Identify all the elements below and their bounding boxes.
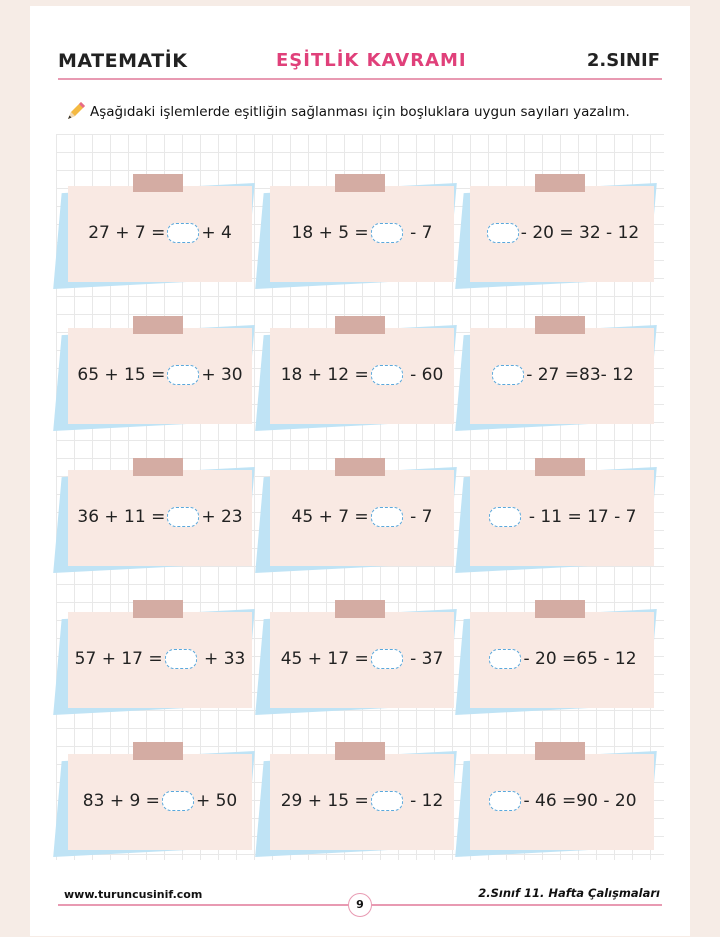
equation-right: - 46 =90 - 20 [523,791,637,811]
worksheet-title: EŞİTLİK KAVRAMI [276,50,467,71]
tape-decoration [535,600,585,618]
answer-blank[interactable] [489,649,521,669]
equation [68,362,252,388]
equation-left: 29 + 15 = [280,791,369,811]
tape-decoration [133,600,183,618]
tape-decoration [335,600,385,618]
equation [470,788,654,814]
exercise-card [64,604,260,734]
equation-right: + 33 [198,649,246,669]
answer-blank[interactable] [489,507,521,527]
equation-right: + 30 [201,365,243,385]
answer-blank[interactable] [371,223,403,243]
tape-decoration [335,174,385,192]
tape-decoration [335,458,385,476]
tape-decoration [535,458,585,476]
equation [270,504,454,530]
tape-decoration [335,742,385,760]
equation-left: 65 + 15 = [77,365,166,385]
tape-decoration [133,174,183,192]
equation-left: 18 + 5 = [291,223,369,243]
equation [68,220,252,246]
equation-left: 27 + 7 = [88,223,166,243]
equation [470,362,654,388]
answer-blank[interactable] [489,791,521,811]
answer-blank[interactable] [487,223,519,243]
equation [470,220,654,246]
equation [68,646,252,672]
answer-blank[interactable] [167,223,199,243]
footer-url: www.turuncusinif.com [64,888,203,901]
equation-left: 36 + 11 = [77,507,166,527]
exercise-card [64,462,260,592]
equation-right: - 7 [404,223,433,243]
exercise-card [266,320,462,450]
header [30,6,690,76]
exercise-card [64,320,260,450]
exercise-card [466,320,662,450]
equation [470,504,654,530]
instruction [64,100,674,124]
tape-decoration [535,316,585,334]
equation-left: 83 + 9 = [82,791,160,811]
exercise-card [64,178,260,308]
answer-blank[interactable] [167,507,199,527]
exercise-card [466,462,662,592]
exercise-card [64,746,260,876]
grade-label: 2.SINIF [586,50,660,71]
equation-right: - 60 [404,365,444,385]
answer-blank[interactable] [167,365,199,385]
exercise-card [266,462,462,592]
answer-blank[interactable] [162,791,194,811]
worksheet-page [30,6,690,936]
page-number: 9 [348,893,372,917]
answer-blank[interactable] [165,649,197,669]
tape-decoration [335,316,385,334]
equation-right: + 23 [201,507,243,527]
exercise-grid [56,134,664,860]
exercise-card [266,178,462,308]
equation [270,220,454,246]
equation [270,788,454,814]
equation [470,646,654,672]
equation-left: 57 + 17 = [74,649,163,669]
equation-left: 45 + 17 = [280,649,369,669]
tape-decoration [133,742,183,760]
equation-right: - 37 [404,649,444,669]
pencil-icon [64,101,86,123]
exercise-card [266,604,462,734]
answer-blank[interactable] [371,649,403,669]
tape-decoration [535,742,585,760]
instruction-text: Aşağıdaki işlemlerde eşitliğin sağlanması için boşluklara uygun sayıları yazalım. [90,104,630,120]
footer-note: 2.Sınıf 11. Hafta Çalışmaları [478,886,660,900]
equation-right: - 20 =65 - 12 [523,649,637,669]
equation-left: 45 + 7 = [291,507,369,527]
equation-left: 18 + 12 = [280,365,369,385]
subject-label: MATEMATİK [58,50,188,72]
header-divider [58,78,662,80]
equation-right: + 4 [201,223,232,243]
equation-right: - 12 [404,791,444,811]
equation-right: - 20 = 32 - 12 [520,223,640,243]
equation-right: - 7 [404,507,433,527]
equation-right: + 50 [195,791,238,811]
tape-decoration [133,458,183,476]
tape-decoration [535,174,585,192]
equation [270,646,454,672]
answer-blank[interactable] [371,365,403,385]
equation-right: - 11 = 17 - 7 [523,507,637,527]
exercise-card [466,178,662,308]
exercise-card [466,604,662,734]
answer-blank[interactable] [371,507,403,527]
answer-blank[interactable] [492,365,524,385]
tape-decoration [133,316,183,334]
exercise-card [466,746,662,876]
equation [270,362,454,388]
answer-blank[interactable] [371,791,403,811]
equation [68,504,252,530]
equation-right: - 27 =83- 12 [526,365,634,385]
exercise-card [266,746,462,876]
equation [68,788,252,814]
